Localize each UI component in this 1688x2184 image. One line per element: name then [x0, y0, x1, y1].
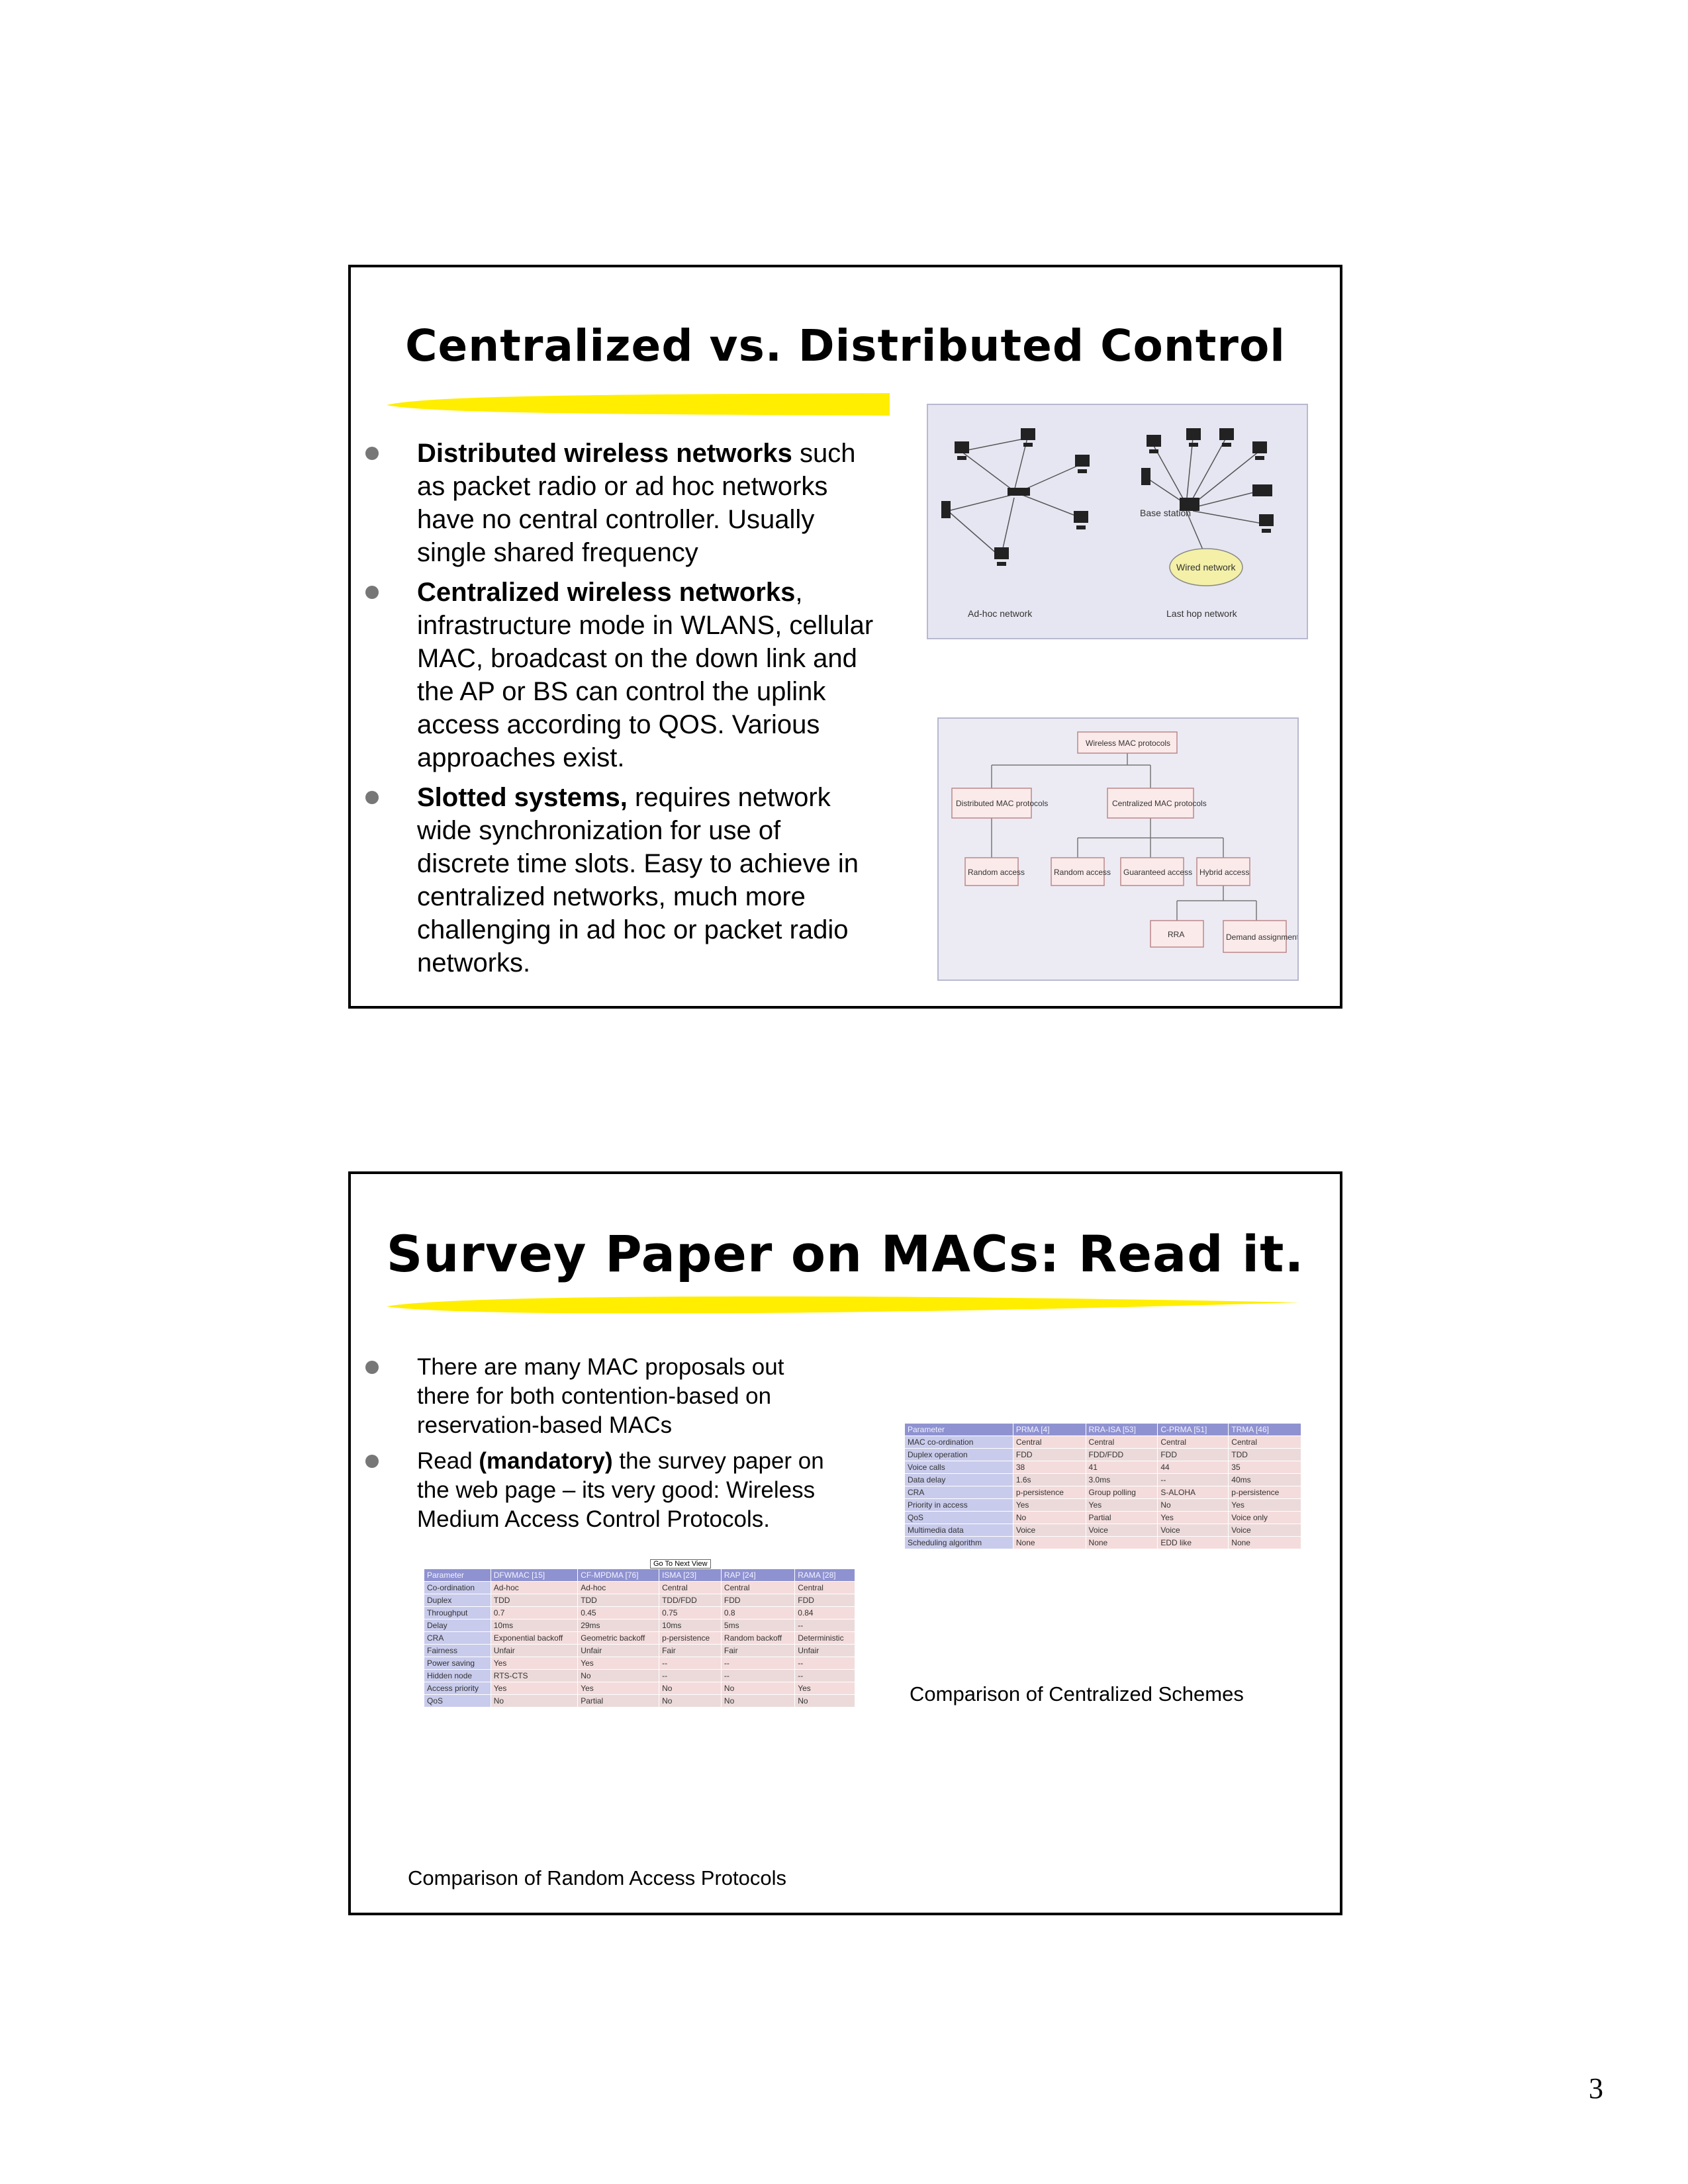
table-header-cell: TRMA [46] — [1229, 1424, 1301, 1436]
table-cell: 0.84 — [795, 1607, 855, 1619]
table-header-cell: RRA-ISA [53] — [1086, 1424, 1158, 1436]
table-cell: None — [1086, 1537, 1158, 1549]
table-cell: Ad-hoc — [491, 1582, 577, 1594]
slide-survey-paper — [348, 1171, 1342, 1915]
table-row — [905, 1486, 1301, 1499]
bullet-bold-text: Centralized wireless networks — [417, 578, 796, 607]
table-cell: 0.7 — [491, 1607, 577, 1619]
table-cell: Fair — [721, 1645, 794, 1657]
table-row — [424, 1695, 855, 1707]
table-header-cell: RAP [24] — [721, 1569, 794, 1582]
table-cell: 5ms — [721, 1619, 794, 1632]
bullet-bold-text: Distributed wireless networks — [417, 439, 792, 468]
table-cell: Partial — [1086, 1512, 1158, 1524]
table-row-label: Scheduling algorithm — [905, 1537, 1013, 1549]
table-cell: p-persistence — [659, 1632, 722, 1645]
table-row — [905, 1436, 1301, 1449]
table-cell: 3.0ms — [1086, 1474, 1158, 1486]
random-access-comparison-table — [424, 1569, 855, 1707]
bullet-dot-icon — [365, 586, 379, 599]
table-cell: -- — [795, 1670, 855, 1682]
table-cell: TDD — [578, 1594, 659, 1607]
table-row — [424, 1657, 855, 1670]
table-cell: Deterministic — [795, 1632, 855, 1645]
taxonomy-hybrid-access-label: Hybrid access — [1199, 868, 1250, 877]
table-row-label: Priority in access — [905, 1499, 1013, 1512]
table-cell: p-persistence — [1013, 1486, 1086, 1499]
table-cell: Yes — [578, 1657, 659, 1670]
table-row-label: CRA — [905, 1486, 1013, 1499]
table-header-cell: DFWMAC [15] — [491, 1569, 577, 1582]
taxonomy-distributed-label: Distributed MAC protocols — [956, 799, 1049, 808]
table-row-label: Duplex operation — [905, 1449, 1013, 1461]
bullet-text: such as packet radio or ad hoc networks have no central controller. Usually single shared frequency — [417, 439, 856, 567]
table-cell: Voice — [1086, 1524, 1158, 1537]
table-cell: None — [1229, 1537, 1301, 1549]
table-cell: Group polling — [1086, 1486, 1158, 1499]
table-cell: -- — [659, 1657, 722, 1670]
table-header-cell: CF-MPDMA [76] — [578, 1569, 659, 1582]
centralized-schemes-comparison-table — [904, 1423, 1301, 1549]
bullet-text: requires network wide synchronization for use of discrete time slots. Easy to achieve in centralized networks, much more challenging in ad hoc or packet radio networks. — [417, 783, 859, 978]
table-row — [905, 1449, 1301, 1461]
table-cell: No — [578, 1670, 659, 1682]
table-cell: Yes — [491, 1657, 577, 1670]
taxonomy-guaranteed-access-label: Guaranteed access — [1123, 868, 1193, 877]
table-header-cell: PRMA [4] — [1013, 1424, 1086, 1436]
table-cell: Central — [1086, 1436, 1158, 1449]
table-cell: FDD — [795, 1594, 855, 1607]
table-cell: Central — [1229, 1436, 1301, 1449]
table-cell: 38 — [1013, 1461, 1086, 1474]
table-cell: FDD/FDD — [1086, 1449, 1158, 1461]
table-cell: TDD — [491, 1594, 577, 1607]
table-cell: Ad-hoc — [578, 1582, 659, 1594]
table-row — [905, 1537, 1301, 1549]
table-cell: Central — [1013, 1436, 1086, 1449]
mac-taxonomy-diagram — [939, 719, 1297, 979]
table-row — [424, 1594, 855, 1607]
table-cell: Random backoff — [721, 1632, 794, 1645]
title-underline-swoosh — [387, 392, 890, 418]
bullet-item — [351, 437, 880, 569]
slide-title: Centralized vs. Distributed Control — [405, 320, 1286, 371]
adhoc-network-label: Ad-hoc network — [968, 608, 1033, 619]
bullet-text: the survey paper on the web page – its very good: Wireless Medium Access Control Protocols. — [417, 1448, 824, 1532]
table-row-label: Hidden node — [424, 1670, 491, 1682]
bullet-dot-icon — [365, 791, 379, 804]
table-cell: Yes — [1229, 1499, 1301, 1512]
table-row-label: QoS — [424, 1695, 491, 1707]
bullet-text: There are many MAC proposals out there for both contention-based on reservation-based MACs — [417, 1354, 784, 1438]
table-row — [424, 1619, 855, 1632]
table-cell: 0.45 — [578, 1607, 659, 1619]
table-cell: 0.8 — [721, 1607, 794, 1619]
table-row — [905, 1512, 1301, 1524]
bullet-list — [351, 437, 880, 986]
taxonomy-random-access-2-label: Random access — [1054, 868, 1111, 877]
table-row — [905, 1474, 1301, 1486]
bullet-item — [351, 1353, 814, 1440]
table-cell: -- — [721, 1670, 794, 1682]
bullet-bold-text: Slotted systems, — [417, 783, 628, 812]
table-cell: Yes — [1013, 1499, 1086, 1512]
table-row — [424, 1607, 855, 1619]
table-cell: TDD — [1229, 1449, 1301, 1461]
table-cell: Central — [659, 1582, 722, 1594]
random-table-caption: Comparison of Random Access Protocols — [408, 1866, 787, 1889]
table-row — [424, 1682, 855, 1695]
table-cell: 1.6s — [1013, 1474, 1086, 1486]
table-row — [424, 1645, 855, 1657]
slide-centralized-vs-distributed — [348, 265, 1342, 1009]
central-table-caption: Comparison of Centralized Schemes — [910, 1682, 1244, 1706]
table-row-label: Co-ordination — [424, 1582, 491, 1594]
bullet-bold-text: (mandatory) — [479, 1448, 613, 1474]
table-cell: EDD like — [1158, 1537, 1229, 1549]
table-row — [905, 1524, 1301, 1537]
table-cell: No — [721, 1682, 794, 1695]
table-cell: Voice only — [1229, 1512, 1301, 1524]
table-row-label: QoS — [905, 1512, 1013, 1524]
table-row-label: Delay — [424, 1619, 491, 1632]
table-cell: No — [659, 1682, 722, 1695]
table-cell: No — [795, 1695, 855, 1707]
network-diagram — [928, 405, 1307, 638]
table-header-row — [905, 1424, 1301, 1436]
table-cell: -- — [795, 1619, 855, 1632]
table-cell: Voice — [1158, 1524, 1229, 1537]
table-row — [905, 1499, 1301, 1512]
table-row-label: MAC co-ordination — [905, 1436, 1013, 1449]
table-row-label: Fairness — [424, 1645, 491, 1657]
table-cell: Yes — [1158, 1512, 1229, 1524]
title-underline-swoosh — [387, 1292, 1300, 1318]
table-cell: 40ms — [1229, 1474, 1301, 1486]
table-header-cell: RAMA [28] — [795, 1569, 855, 1582]
table-cell: Central — [721, 1582, 794, 1594]
page-number: 3 — [1589, 2072, 1603, 2105]
network-diagram-figure — [927, 404, 1308, 639]
table-cell: 29ms — [578, 1619, 659, 1632]
table-row-label: Access priority — [424, 1682, 491, 1695]
bullet-text: , infrastructure mode in WLANS, cellular MAC, broadcast on the down link and the AP or BS can control the uplink access according to QOS. Various approaches exist. — [417, 578, 874, 772]
table-row-label: Duplex — [424, 1594, 491, 1607]
table-cell: Partial — [578, 1695, 659, 1707]
table-row-label: Throughput — [424, 1607, 491, 1619]
table-cell: -- — [659, 1670, 722, 1682]
table-cell: 0.75 — [659, 1607, 722, 1619]
table-row — [424, 1632, 855, 1645]
table-cell: Voice — [1229, 1524, 1301, 1537]
table-cell: Central — [1158, 1436, 1229, 1449]
taxonomy-rra-label: RRA — [1168, 930, 1185, 939]
bullet-dot-icon — [365, 1361, 379, 1374]
table-cell: Geometric backoff — [578, 1632, 659, 1645]
table-header-cell: C-PRMA [51] — [1158, 1424, 1229, 1436]
table-cell: RTS-CTS — [491, 1670, 577, 1682]
bullet-item — [351, 781, 880, 979]
table-cell: FDD — [1013, 1449, 1086, 1461]
bullet-item — [351, 1447, 824, 1534]
table-cell: Yes — [795, 1682, 855, 1695]
taxonomy-random-access-1-label: Random access — [968, 868, 1025, 877]
table-cell: Yes — [578, 1682, 659, 1695]
table-header-cell: Parameter — [424, 1569, 491, 1582]
table-cell: Voice — [1013, 1524, 1086, 1537]
bullet-dot-icon — [365, 447, 379, 460]
table-cell: Yes — [491, 1682, 577, 1695]
table-cell: No — [659, 1695, 722, 1707]
table-cell: 10ms — [659, 1619, 722, 1632]
table-cell: -- — [1158, 1474, 1229, 1486]
mac-taxonomy-figure — [937, 717, 1299, 981]
table-row — [424, 1670, 855, 1682]
table-cell: Exponential backoff — [491, 1632, 577, 1645]
table-cell: S-ALOHA — [1158, 1486, 1229, 1499]
table-cell: Unfair — [578, 1645, 659, 1657]
table-row — [905, 1461, 1301, 1474]
wired-network-label: Wired network — [1176, 562, 1236, 572]
table-row — [424, 1582, 855, 1594]
table-cell: No — [721, 1695, 794, 1707]
taxonomy-demand-assignment-label: Demand assignment — [1226, 933, 1297, 942]
table-cell: FDD — [721, 1594, 794, 1607]
table-row-label: Multimedia data — [905, 1524, 1013, 1537]
table-cell: TDD/FDD — [659, 1594, 722, 1607]
lasthop-network-label: Last hop network — [1166, 608, 1237, 619]
taxonomy-root-label: Wireless MAC protocols — [1086, 739, 1171, 748]
table-cell: Unfair — [491, 1645, 577, 1657]
table-header-row — [424, 1569, 855, 1582]
table-header-cell: Parameter — [905, 1424, 1013, 1436]
table-cell: -- — [795, 1657, 855, 1670]
table-row-label: Power saving — [424, 1657, 491, 1670]
bullet-dot-icon — [365, 1455, 379, 1468]
bullet-list — [351, 1353, 824, 1541]
table-header-cell: ISMA [23] — [659, 1569, 722, 1582]
table-cell: 10ms — [491, 1619, 577, 1632]
table-cell: Central — [795, 1582, 855, 1594]
table-cell: Yes — [1086, 1499, 1158, 1512]
bullet-text: Read — [417, 1448, 479, 1474]
bullet-item — [351, 576, 880, 774]
table-cell: 35 — [1229, 1461, 1301, 1474]
taxonomy-centralized-label: Centralized MAC protocols — [1112, 799, 1207, 808]
table-cell: Fair — [659, 1645, 722, 1657]
table-cell: No — [1158, 1499, 1229, 1512]
go-to-next-view-tag[interactable]: Go To Next View — [650, 1559, 711, 1569]
table-row-label: Data delay — [905, 1474, 1013, 1486]
base-station-label: Base station — [1140, 508, 1192, 518]
table-cell: FDD — [1158, 1449, 1229, 1461]
table-cell: 41 — [1086, 1461, 1158, 1474]
table-row-label: Voice calls — [905, 1461, 1013, 1474]
table-cell: None — [1013, 1537, 1086, 1549]
table-cell: -- — [721, 1657, 794, 1670]
table-row-label: CRA — [424, 1632, 491, 1645]
table-cell: No — [1013, 1512, 1086, 1524]
table-cell: 44 — [1158, 1461, 1229, 1474]
table-cell: p-persistence — [1229, 1486, 1301, 1499]
table-cell: No — [491, 1695, 577, 1707]
slide-title: Survey Paper on MACs: Read it. — [386, 1224, 1305, 1283]
table-cell: Unfair — [795, 1645, 855, 1657]
